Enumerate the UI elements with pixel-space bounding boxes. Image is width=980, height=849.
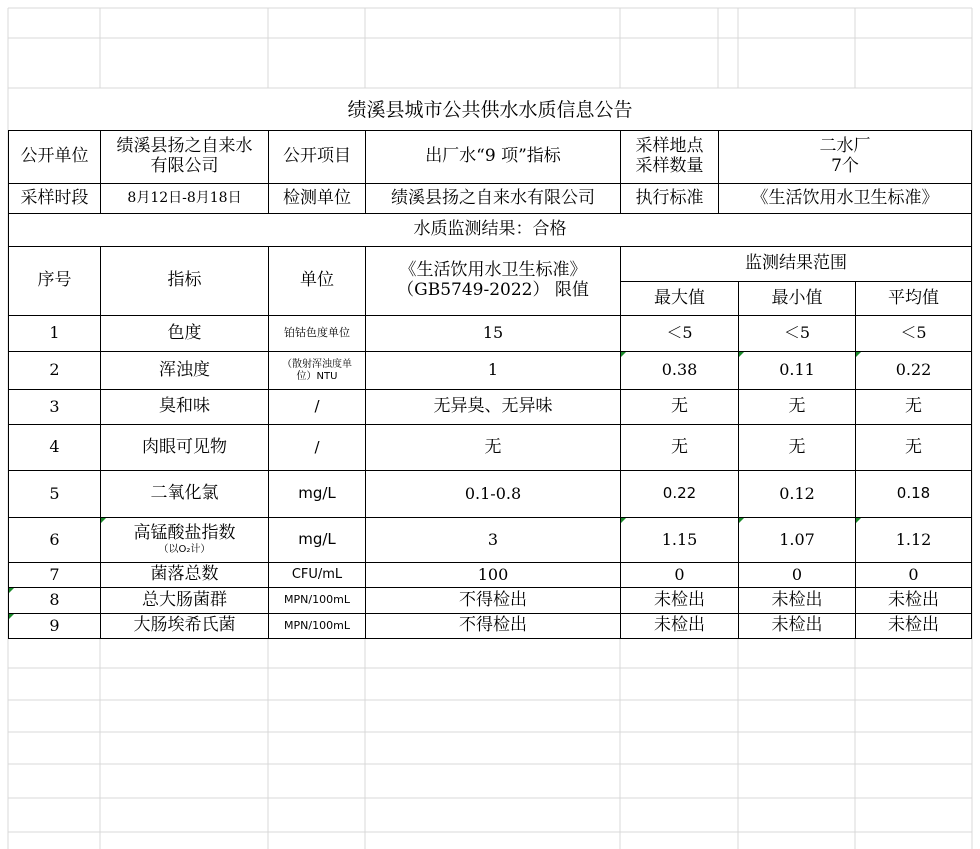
standard-value-text: 《生活饮用水卫生标准》 (751, 187, 939, 208)
cell-text: 0.1-0.8 (464, 483, 522, 503)
result-line-text: 水质监测结果：合格 (413, 219, 567, 240)
cell-text: 未检出 (771, 615, 823, 636)
row-4-max (620, 424, 739, 471)
cell-text: 无 (484, 436, 502, 457)
row-6-limit (365, 517, 621, 563)
row-4-avg (855, 424, 972, 471)
cell-text: 不得检出 (459, 615, 527, 636)
cell-text: 未检出 (654, 615, 705, 636)
cell-text: 无异臭、无异味 (433, 396, 553, 417)
unit-value-line1: 绩溪县扬之自来水 (116, 136, 253, 157)
header-no (8, 246, 101, 316)
row-7-unit (268, 562, 366, 588)
cell-text: 2 (49, 360, 60, 380)
header-max (620, 281, 739, 316)
row-5-max (620, 470, 739, 518)
period-value-text: 8月12日-8月18日 (127, 190, 242, 207)
cell-text: 肉眼可见物 (142, 436, 227, 457)
row-8-unit (268, 587, 366, 614)
cell-text: 8 (49, 590, 60, 610)
row-4-indicator (100, 424, 269, 471)
row-9-no (8, 613, 101, 639)
page-title: 绩溪县城市公共供水水质信息公告 (347, 98, 633, 121)
header-indicator-text: 指标 (167, 270, 202, 291)
cell-text: 6 (49, 529, 60, 549)
row-2-avg (855, 351, 972, 390)
row-4-limit (365, 424, 621, 471)
cell-text: 1 (487, 360, 499, 380)
row-2-max (620, 351, 739, 390)
cell-text: 无 (671, 436, 688, 457)
row-9-max (620, 613, 739, 639)
row-3-limit (365, 389, 621, 425)
unit-label (8, 130, 101, 184)
cell-text: 无 (905, 396, 922, 417)
row-5-no (8, 470, 101, 518)
row-1-min (738, 315, 856, 352)
row-3-max (620, 389, 739, 425)
cell-text: 0 (791, 564, 803, 584)
item-label (268, 130, 366, 184)
site-count-label (620, 130, 719, 184)
row-2-indicator (100, 351, 269, 390)
cell-text: 未检出 (771, 589, 823, 610)
unit-label-text: 公开单位 (20, 146, 89, 167)
cell-text: 9 (49, 615, 60, 635)
cell-text: CFU/mL (291, 566, 343, 582)
row-6-indicator (100, 517, 269, 563)
cell-text: 浑浊度 (159, 359, 210, 380)
cell-text: 色度 (167, 322, 202, 343)
row-7-indicator (100, 562, 269, 588)
indicator-note: （以O₂计） (158, 544, 211, 556)
row-1-indicator (100, 315, 269, 352)
row-1-limit (365, 315, 621, 352)
cell-text: 大肠埃希氏菌 (133, 615, 236, 636)
item-value (365, 130, 621, 184)
standard-label-text: 执行标准 (635, 187, 704, 208)
header-avg (855, 281, 972, 316)
cell-text: 0.22 (662, 484, 697, 503)
row-4-unit (268, 424, 366, 471)
row-8-limit (365, 587, 621, 614)
row-5-min (738, 470, 856, 518)
cell-text: 总大肠菌群 (142, 589, 227, 610)
cell-text: 0.18 (896, 484, 931, 503)
row-5-limit (365, 470, 621, 518)
row-9-min (738, 613, 856, 639)
cell-text: 4 (49, 437, 60, 457)
cell-text: / (314, 437, 320, 456)
row-5-unit (268, 470, 366, 518)
row-3-unit (268, 389, 366, 425)
row-4-no (8, 424, 101, 471)
row-5-avg (855, 470, 972, 518)
cell-text: 7 (49, 564, 60, 584)
unit-value-line2: 有限公司 (150, 156, 219, 176)
cell-text: 未检出 (654, 589, 705, 610)
cell-text: 1.15 (661, 529, 698, 549)
row-1-max (620, 315, 739, 352)
site-count-value (718, 130, 972, 184)
cell-text: 未检出 (888, 615, 939, 636)
cell-text: 无 (905, 436, 922, 457)
row-8-indicator (100, 587, 269, 614)
header-range (620, 246, 972, 282)
cell-text: （散射浑浊度单位）NTU (282, 359, 352, 382)
row-3-min (738, 389, 856, 425)
item-value-text: 出厂水“9 项”指标 (425, 146, 561, 167)
unit-value (100, 130, 269, 184)
row-2-limit (365, 351, 621, 390)
row-7-no (8, 562, 101, 588)
cell-text: 臭和味 (159, 396, 210, 417)
row-4-min (738, 424, 856, 471)
row-5-indicator (100, 470, 269, 518)
cell-text: / (314, 397, 320, 416)
item-label-text: 公开项目 (283, 146, 351, 167)
row-8-avg (855, 587, 972, 614)
header-avg-text: 平均值 (888, 287, 939, 308)
test-unit-value (365, 183, 621, 214)
cell-text: 0.38 (661, 360, 698, 380)
row-6-unit (268, 517, 366, 563)
cell-text: 1.12 (895, 529, 932, 549)
row-6-max (620, 517, 739, 563)
site-value: 二水厂 (819, 136, 871, 157)
header-unit-text: 单位 (300, 270, 334, 291)
row-1-avg (855, 315, 972, 352)
count-label: 采样数量 (635, 156, 704, 176)
cell-text: 0.11 (779, 360, 815, 380)
header-limit (365, 246, 621, 316)
row-3-indicator (100, 389, 269, 425)
header-no-text: 序号 (37, 270, 72, 291)
row-6-no (8, 517, 101, 563)
cell-text: 高锰酸盐指数 (133, 523, 236, 544)
row-6-min (738, 517, 856, 563)
period-label-text: 采样时段 (20, 187, 89, 208)
cell-text: 二氧化氯 (150, 483, 219, 504)
cell-text: ＜5 (900, 323, 927, 343)
header-max-text: 最大值 (654, 287, 705, 308)
cell-text: 1.07 (779, 529, 815, 549)
cell-text: 15 (482, 323, 504, 343)
cell-text: 0 (674, 564, 685, 584)
site-label: 采样地点 (635, 136, 704, 157)
row-2-min (738, 351, 856, 390)
header-limit-line1: 《生活饮用水卫生标准》 (399, 260, 587, 281)
cell-text: 无 (788, 436, 806, 457)
cell-text: 未检出 (888, 589, 939, 610)
row-2-unit (268, 351, 366, 390)
cell-text: 3 (487, 529, 499, 549)
header-range-text: 监测结果范围 (745, 253, 847, 274)
test-unit-value-text: 绩溪县扬之自来水有限公司 (391, 187, 595, 208)
row-7-min (738, 562, 856, 588)
cell-text: 3 (49, 396, 60, 416)
row-8-no (8, 587, 101, 614)
test-unit-label (268, 183, 366, 214)
row-7-avg (855, 562, 972, 588)
row-8-max (620, 587, 739, 614)
cell-text: 100 (477, 564, 509, 584)
cell-text: mg/L (298, 530, 336, 549)
cell-text: 0.12 (779, 483, 815, 503)
cell-text: 无 (671, 396, 688, 417)
period-value (100, 183, 269, 214)
standard-value (718, 183, 972, 214)
row-1-unit (268, 315, 366, 352)
cell-text: mg/L (298, 484, 336, 503)
row-8-min (738, 587, 856, 614)
cell-text: MPN/100mL (284, 618, 350, 632)
row-1-no (8, 315, 101, 352)
row-7-max (620, 562, 739, 588)
row-9-limit (365, 613, 621, 639)
row-7-limit (365, 562, 621, 588)
row-9-unit (268, 613, 366, 639)
period-label (8, 183, 101, 214)
header-limit-line2: （GB5749-2022） 限值 (397, 280, 589, 300)
row-6-avg (855, 517, 972, 563)
cell-text: 无 (788, 396, 806, 417)
result-line (8, 213, 972, 247)
row-3-avg (855, 389, 972, 425)
header-unit (268, 246, 366, 316)
cell-text: 不得检出 (459, 589, 527, 610)
cell-text: ＜5 (666, 323, 693, 343)
header-min (738, 281, 856, 316)
header-min-text: 最小值 (771, 287, 823, 308)
count-value: 7个 (831, 156, 859, 176)
row-9-indicator (100, 613, 269, 639)
cell-text: 0.22 (895, 360, 932, 380)
cell-text: 0 (908, 564, 919, 584)
cell-text: 5 (49, 483, 60, 503)
row-9-avg (855, 613, 972, 639)
cell-text: 1 (49, 323, 60, 343)
cell-text: ＜5 (783, 323, 811, 343)
test-unit-label-text: 检测单位 (283, 187, 351, 208)
header-indicator (100, 246, 269, 316)
row-3-no (8, 389, 101, 425)
cell-text: 菌落总数 (150, 564, 219, 585)
row-2-no (8, 351, 101, 390)
cell-text: MPN/100mL (284, 593, 350, 607)
standard-label (620, 183, 719, 214)
cell-text: 铂钴色度单位 (284, 326, 350, 340)
